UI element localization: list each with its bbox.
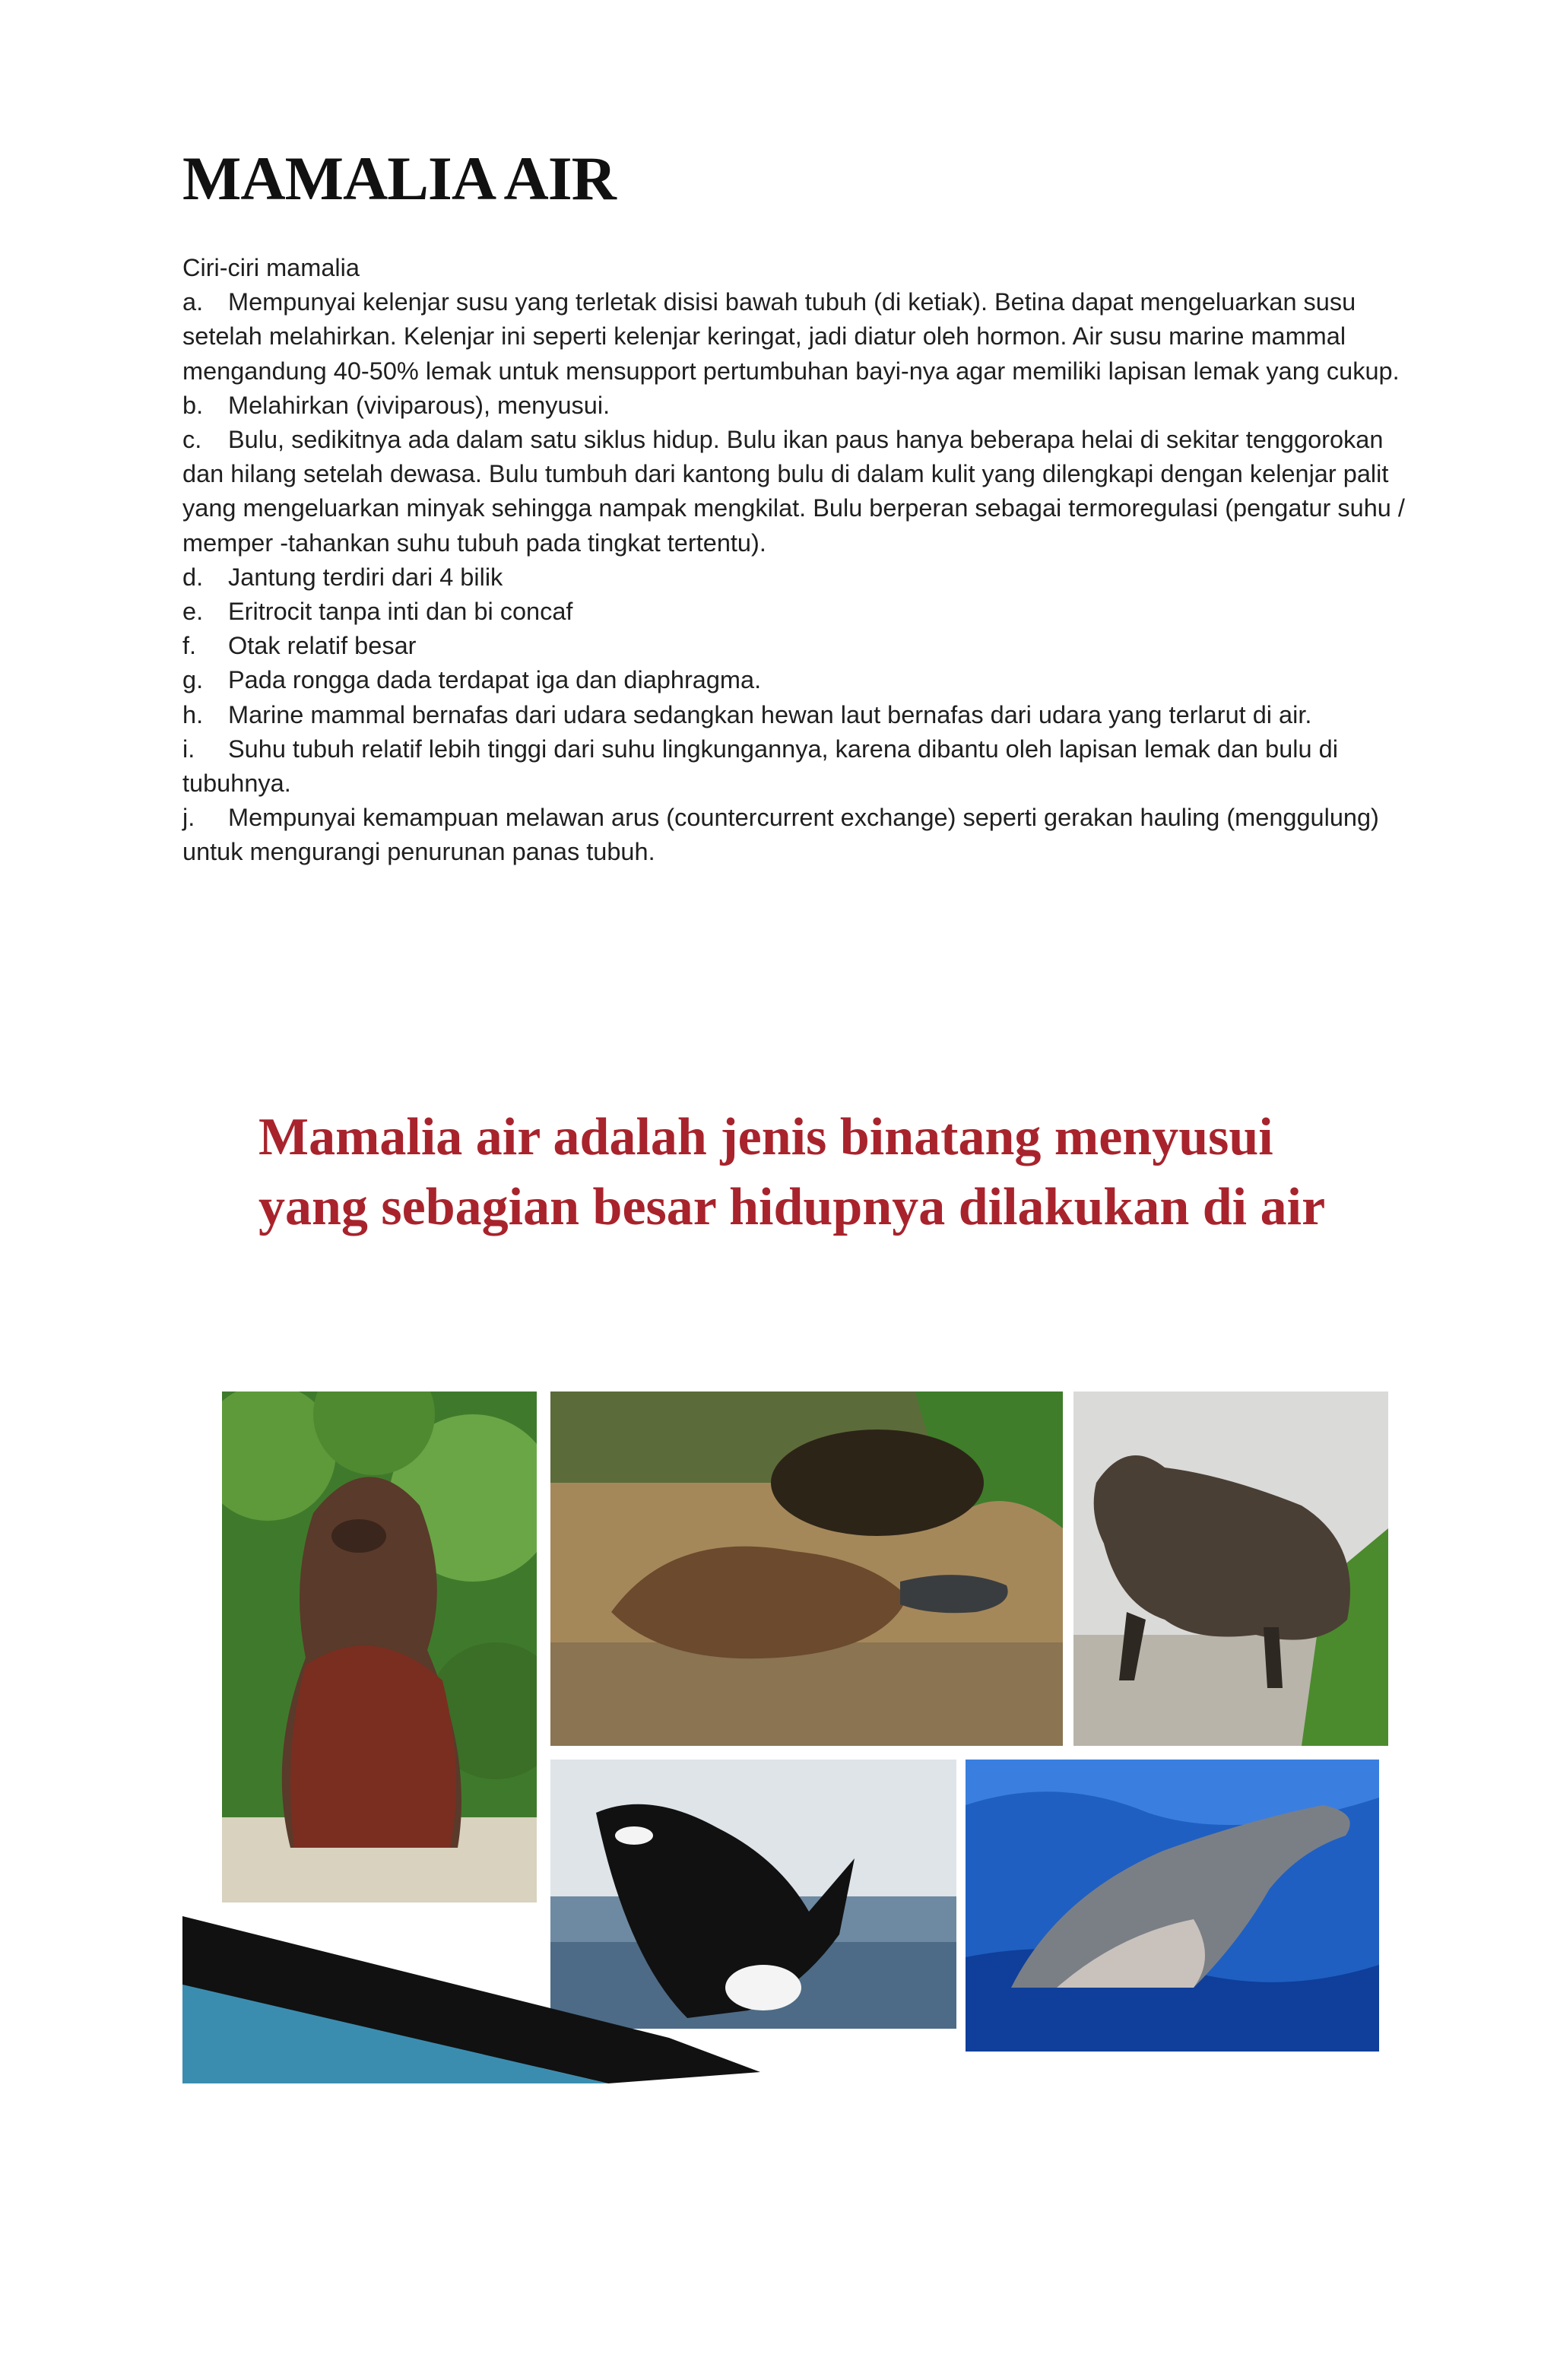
item-label: f.	[182, 632, 197, 660]
item-text: Bulu, sedikitnya ada dalam satu siklus hidup. Bulu ikan paus hanya beberapa helai di sekitar tenggorokan dan hilang setelah dewasa. Bulu tumbuh dari kantong bulu di dalam kulit yang dilengkapi dengan kelenjar palit yang mengeluarkan minyak sehingga nampak mengkilat. Bulu berperan sebagai termoregulasi (pengatur suhu / memper -tahankan suhu tubuh pada tingkat tertentu).	[182, 426, 1405, 557]
page-title: MAMALIA AIR	[182, 144, 616, 213]
document-body	[182, 251, 1414, 870]
item-label: h.	[182, 700, 204, 728]
item-label: g.	[182, 666, 204, 694]
intro-line: Ciri-ciri mamalia	[182, 254, 360, 281]
list-item	[182, 801, 1414, 869]
slide-heading: Mamalia air adalah jenis binatang menyusui yang sebagian besar hidupnya dilakukan di air	[258, 1108, 1326, 1236]
item-text: Otak relatif besar	[228, 632, 417, 660]
otter-photo	[1073, 1392, 1388, 1746]
item-text: Suhu tubuh relatif lebih tinggi dari suhu lingkungannya, karena dibantu oleh lapisan lemak dan bulu di tubuhnya.	[182, 735, 1338, 798]
item-text: Melahirkan (viviparous), menyusui.	[228, 391, 610, 419]
item-label: d.	[182, 563, 204, 591]
list-item	[182, 595, 1414, 629]
dolphin-photo	[966, 1760, 1379, 2052]
item-text: Mempunyai kelenjar susu yang terletak disisi bawah tubuh (di ketiak). Betina dapat mengeluarkan susu setelah melahirkan. Kelenjar ini seperti kelenjar keringat, jadi diatur oleh hormon. Air susu marine mammal mengandung 40-50% lemak untuk mensupport pertumbuhan bayi-nya agar memiliki lapisan lemak yang cukup.	[182, 288, 1400, 385]
item-text: Mempunyai kemampuan melawan arus (countercurrent exchange) seperti gerakan hauling (menggulung) untuk mengurangi penurunan panas tubuh.	[182, 804, 1379, 866]
platypus-photo	[550, 1392, 1063, 1746]
sea-lion-photo	[222, 1392, 537, 1902]
item-label: i.	[182, 735, 195, 763]
item-text: Jantung terdiri dari 4 bilik	[228, 563, 503, 591]
item-text: Eritrocit tanpa inti dan bi concaf	[228, 598, 573, 626]
item-label: b.	[182, 391, 204, 419]
list-item	[182, 560, 1414, 595]
item-text: Pada rongga dada terdapat iga dan diaphragma.	[228, 666, 762, 694]
item-label: j.	[182, 804, 195, 832]
list-item	[182, 423, 1414, 560]
list-item	[182, 629, 1414, 663]
item-label: c.	[182, 426, 202, 454]
list-item	[182, 698, 1414, 732]
item-text: Marine mammal bernafas dari udara sedangkan hewan laut bernafas dari udara yang terlarut di air.	[228, 700, 1312, 728]
item-label: a.	[182, 288, 204, 316]
item-label: e.	[182, 598, 204, 626]
list-item	[182, 732, 1414, 801]
embedded-slide	[182, 1080, 1399, 2083]
list-item	[182, 285, 1414, 389]
list-item	[182, 389, 1414, 423]
list-item	[182, 663, 1414, 697]
decorative-ribbon	[182, 1916, 1019, 2083]
